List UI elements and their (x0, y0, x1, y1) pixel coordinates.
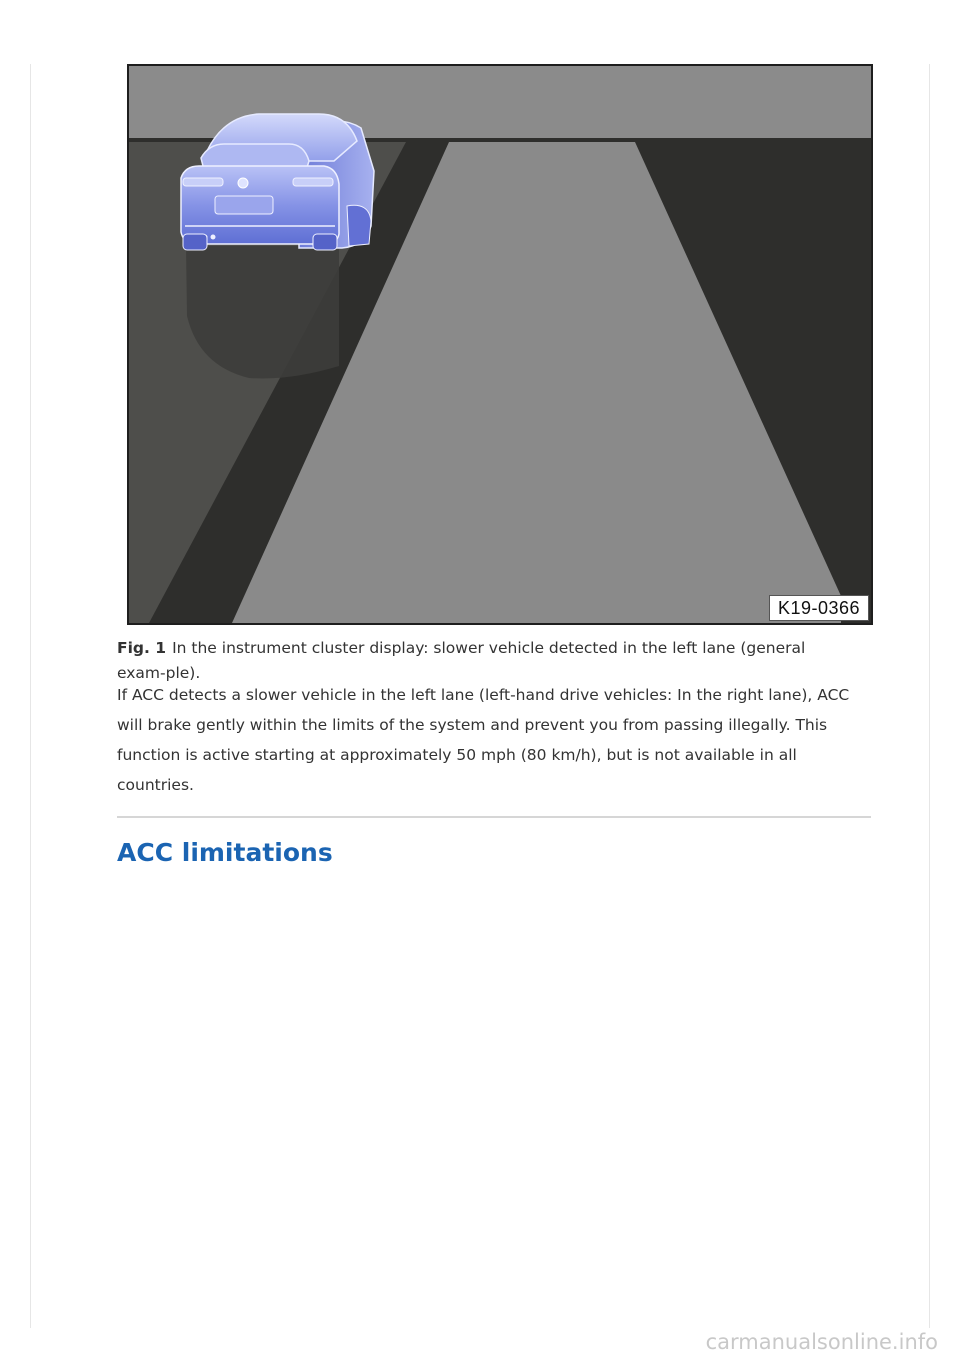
section-divider (117, 816, 871, 818)
right-margin-line (929, 64, 930, 1328)
road-scene-graphic (129, 66, 871, 623)
left-margin-line (30, 64, 31, 1328)
figure-caption (117, 636, 857, 686)
section-heading: ACC limitations (117, 838, 333, 867)
body-paragraph: If ACC detects a slower vehicle in the left lane (left-hand drive vehicles: In the right lane), ACC will brake gently within the limits of the system and prevent you from passing illegally. This function is active starting at approximately 50 mph (80 km/h), but is not available in all countries. (117, 686, 850, 794)
figure-caption-text: In the instrument cluster display: slower vehicle detected in the left lane (general exam-ple). (117, 639, 806, 682)
figure-illustration (127, 64, 873, 625)
figure-caption-label: Fig. 1 (117, 639, 167, 657)
figure-id-label: K19-0366 (769, 595, 869, 621)
watermark: carmanualsonline.info (705, 1330, 938, 1354)
